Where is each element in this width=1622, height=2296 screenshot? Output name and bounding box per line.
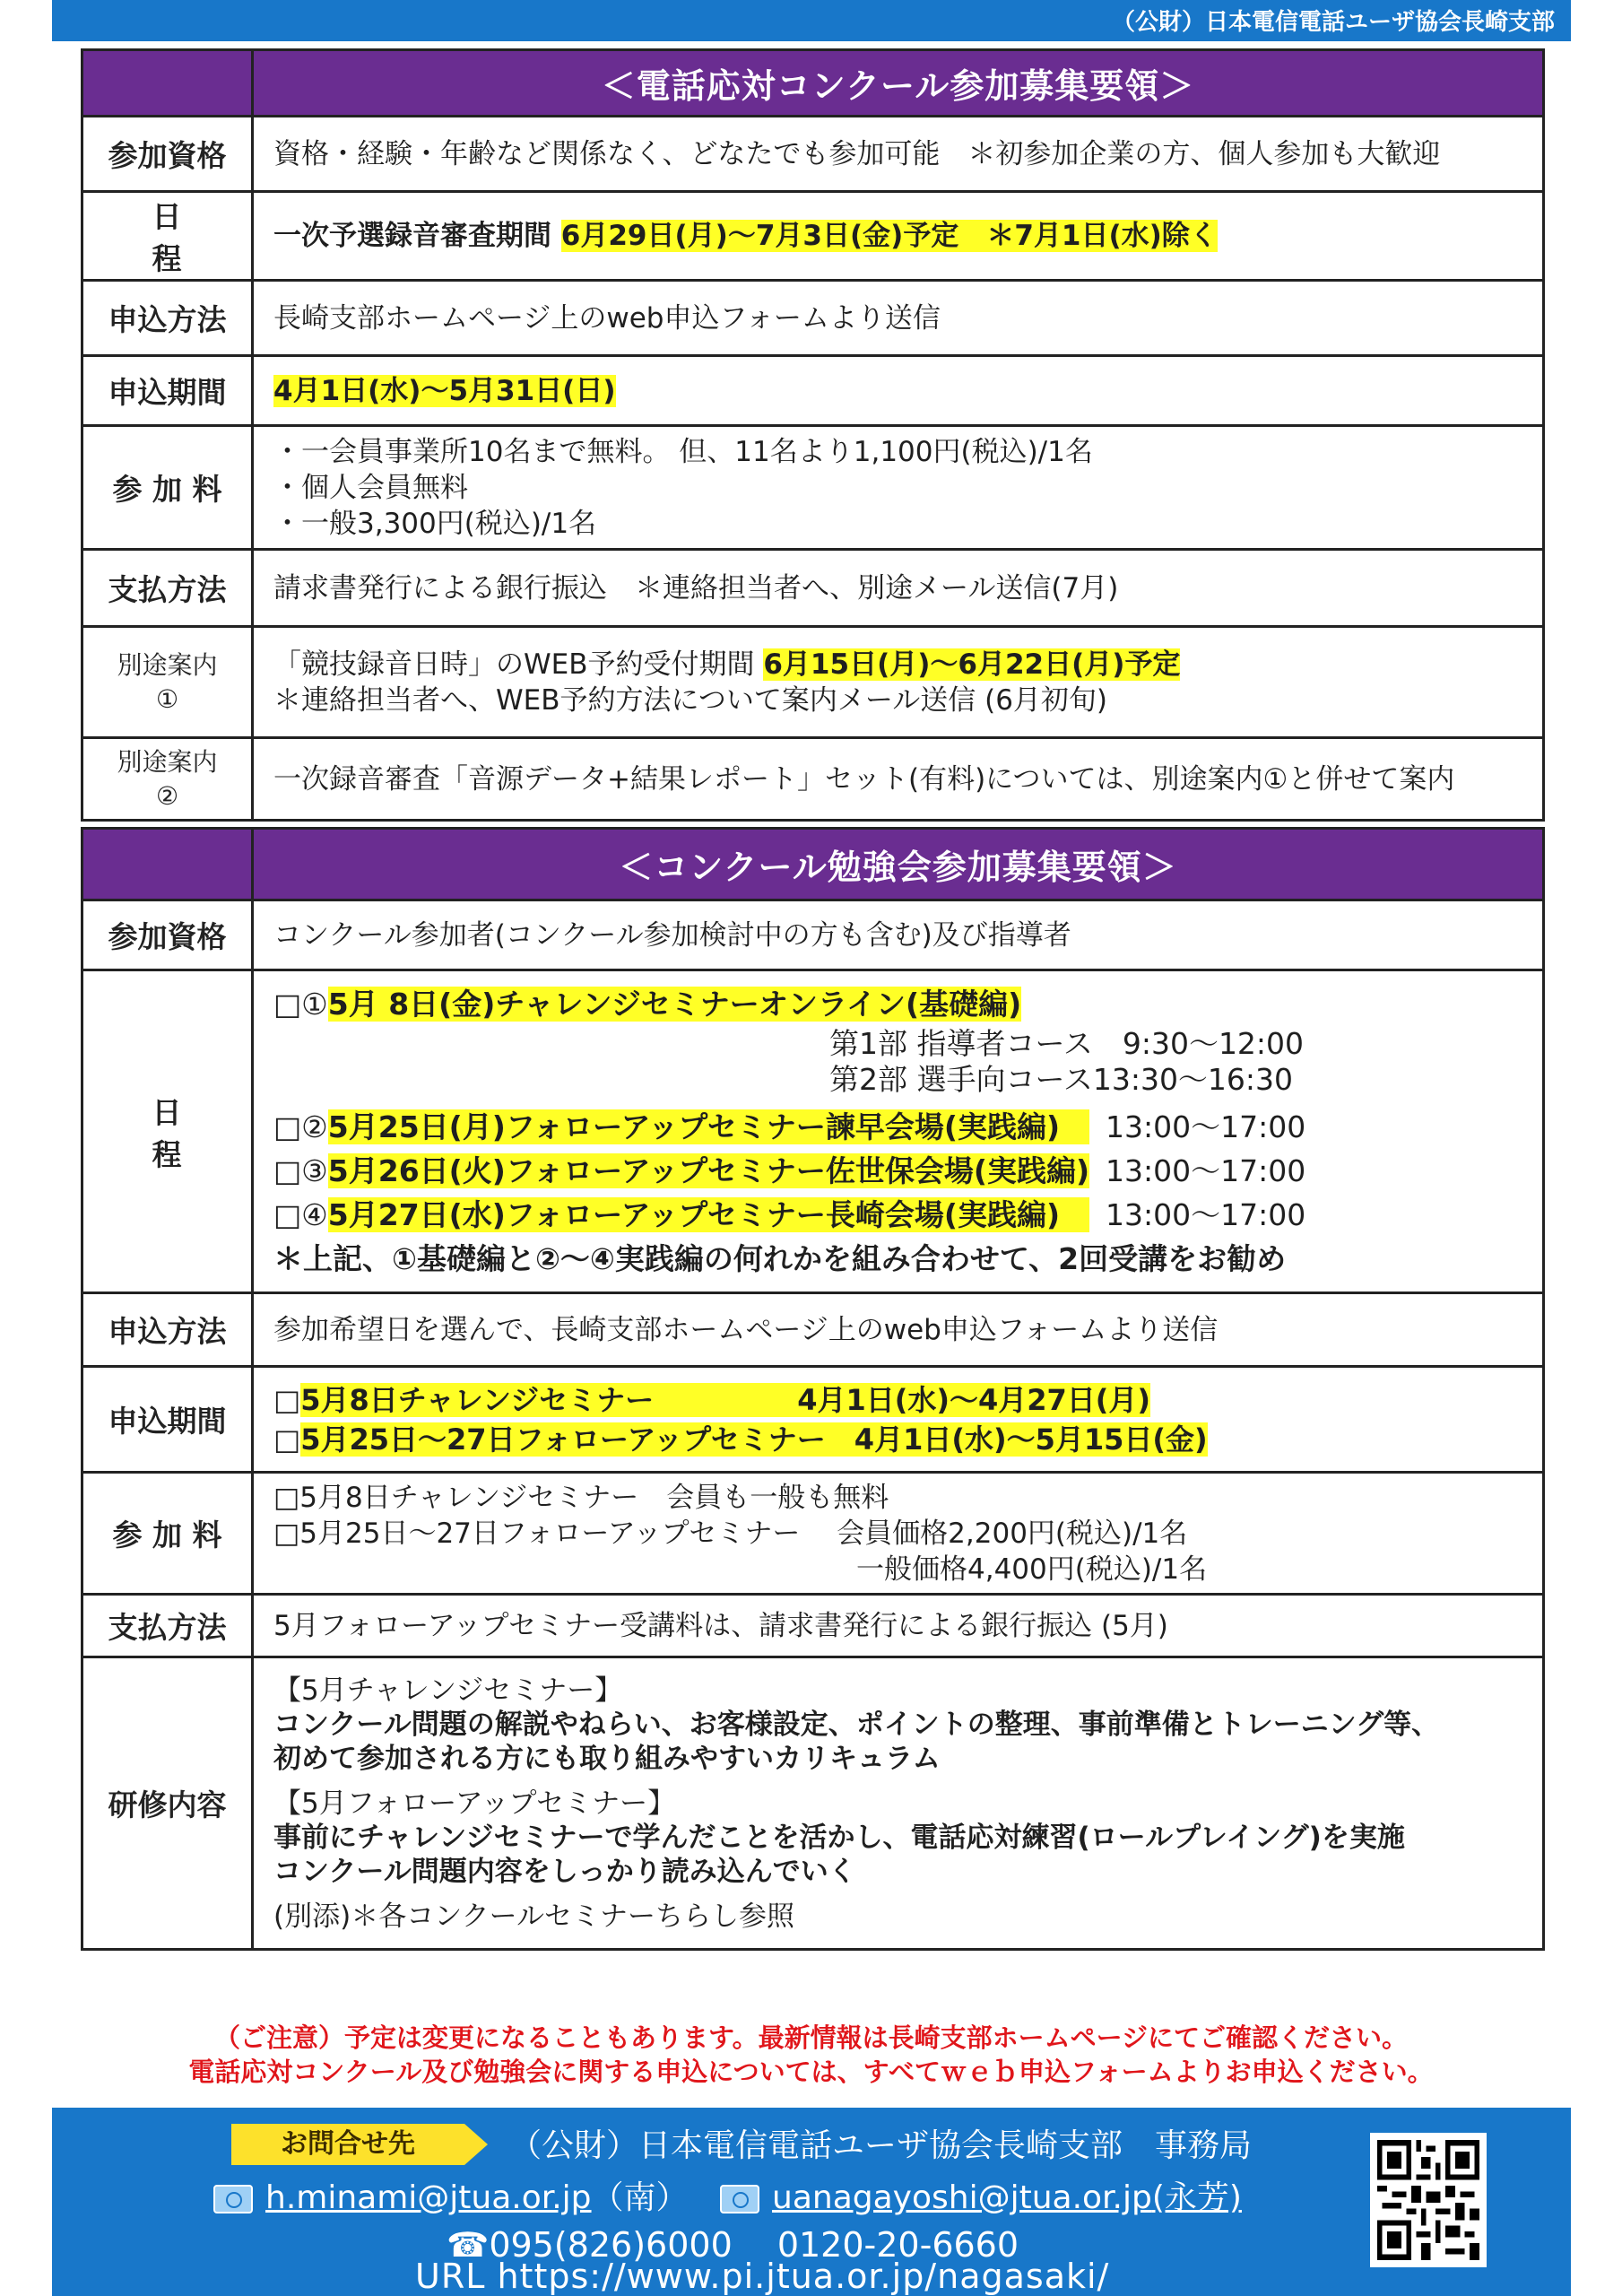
fee-line3: 一般価格4,400円(税込)/1名 <box>856 1552 1208 1586</box>
contact-org: （公財）日本電信電話ユーザ協会長崎支部 事務局 <box>509 2127 1253 2164</box>
fee-line2: □5月25日～27日フォローアップセミナー 会員価格2,200円(税込)/1名 <box>273 1517 1188 1550</box>
header-org-bar: （公財）日本電信電話ユーザ協会長崎支部 <box>52 0 1571 41</box>
study-table <box>81 827 1545 1951</box>
apply-period-box: □ <box>273 1422 301 1457</box>
content-text2b: コンクール問題内容をしっかり読み込んでいく <box>273 1855 856 1888</box>
study-schedule <box>253 970 1544 1293</box>
contact-tag: お問合せ先 <box>231 2124 464 2165</box>
contact-url[interactable]: URL https://www.pi.jtua.or.jp/nagasaki/ <box>415 2257 1110 2296</box>
schedule-item2-time: 13:00～17:00 <box>1106 1109 1306 1144</box>
study-table-title: ＜コンクール勉強会参加募集要領＞ <box>253 829 1544 900</box>
schedule-item-prefix: □② <box>273 1109 328 1144</box>
label-fee: 参 加 料 <box>82 426 253 550</box>
contest-apply-period <box>253 356 1544 426</box>
notice-line1: （ご注意）予定は変更になることもあります。最新情報は長崎支部ホームページにてご確認ください。 <box>213 2022 1409 2053</box>
label-note1-text: 別途案内 <box>117 649 218 680</box>
contest-schedule <box>253 192 1544 281</box>
contact-phone: ☎095(826)6000 0120-20-6660 <box>447 2225 1019 2265</box>
content-heading1: 【5月チャレンジセミナー】 <box>273 1674 623 1707</box>
label-apply-method: 申込方法 <box>82 1293 253 1367</box>
note1-prefix: 「競技録音日時」のWEB予約受付期間 <box>273 648 764 681</box>
contact-emails <box>213 2172 1242 2218</box>
label-apply-period: 申込期間 <box>82 1367 253 1473</box>
apply-period-dates: 4月1日(水)～5月31日(日) <box>273 374 616 407</box>
study-fee <box>253 1473 1544 1595</box>
label-note2 <box>82 738 253 821</box>
study-payment: 5月フォローアップセミナー受講料は、請求書発行による銀行振込 (5月) <box>253 1595 1544 1657</box>
content-text1b: 初めて参加される方にも取り組みやすいカリキュラム <box>273 1742 941 1775</box>
contest-note1 <box>253 627 1544 738</box>
mail-icon <box>720 2185 759 2213</box>
schedule-item3: 5月26日(火)フォローアップセミナー佐世保会場(実践編) <box>327 1153 1090 1188</box>
apply-period-box: □ <box>273 1382 301 1417</box>
contest-qualification: 資格・経験・年齢など関係なく、どなたでも参加可能 ＊初参加企業の方、個人参加も大歓迎 <box>253 117 1544 192</box>
fee-line1: □5月8日チャレンジセミナー 会員も一般も無料 <box>273 1481 889 1514</box>
mail-icon <box>213 2185 253 2213</box>
schedule-item2: 5月25日(月)フォローアップセミナー諫早会場(実践編) <box>327 1109 1090 1144</box>
study-qualification: コンクール参加者(コンクール参加検討中の方も含む)及び指導者 <box>253 900 1544 970</box>
contest-table-title: ＜電話応対コンクール参加募集要領＞ <box>253 50 1544 117</box>
fee-line: ・個人会員無料 <box>273 471 468 504</box>
schedule-item-prefix: □③ <box>273 1153 328 1188</box>
email-link-minami[interactable]: h.minami@jtua.or.jp <box>265 2179 592 2216</box>
table-corner <box>82 50 253 117</box>
contest-table <box>81 48 1545 822</box>
email-name-nagayoshi: (永芳) <box>1151 2179 1242 2216</box>
notice-line2: 電話応対コンクール及び勉強会に関する申込については、すべてｗｅｂ申込フォームよりお申込ください。 <box>188 2057 1434 2087</box>
label-payment: 支払方法 <box>82 550 253 627</box>
schedule-item4-time: 13:00～17:00 <box>1106 1197 1306 1232</box>
email-name-minami: （南） <box>591 2179 689 2216</box>
note1-line2: ＊連絡担当者へ、WEB予約方法について案内メール送信 (6月初旬) <box>273 683 1108 717</box>
label-qualification: 参加資格 <box>82 900 253 970</box>
contest-fee <box>253 426 1544 550</box>
label-apply-method: 申込方法 <box>82 281 253 356</box>
fee-line: ・一般3,300円(税込)/1名 <box>273 507 597 540</box>
schedule-note: ＊上記、①基礎編と②～④実践編の何れかを組み合わせて、2回受講をお勧め <box>273 1241 1287 1276</box>
table-corner <box>82 829 253 900</box>
label-schedule: 日 程 <box>82 192 253 281</box>
fee-line: ・一会員事業所10名まで無料。 但、11名より1,100円(税込)/1名 <box>273 435 1093 468</box>
schedule-item3-time: 13:00～17:00 <box>1106 1153 1306 1188</box>
schedule-item1: 5月 8日(金)チャレンジセミナーオンライン(基礎編) <box>327 987 1022 1022</box>
contest-note2: 一次録音審査「音源データ+結果レポート」セット(有料)については、別途案内①と併せて案内 <box>253 738 1544 821</box>
apply-period-line2: 5月25日～27日フォローアップセミナー 4月1日(水)～5月15日(金) <box>300 1422 1208 1457</box>
contact-footer <box>52 2108 1571 2296</box>
label-fee: 参 加 料 <box>82 1473 253 1595</box>
content-text3: (別添)＊各コンクールセミナーちらし参照 <box>273 1900 794 1933</box>
schedule-prefix: 一次予選録音審査期間 <box>273 220 561 252</box>
qr-code-icon <box>1370 2133 1487 2267</box>
label-note2-text: 別途案内 <box>117 746 218 777</box>
study-apply-method: 参加希望日を選んで、長崎支部ホームページ上のweb申込フォームより送信 <box>253 1293 1544 1367</box>
email-link-nagayoshi[interactable]: uanagayoshi@jtua.or.jp <box>772 2179 1152 2216</box>
schedule-item1-sub1: 第1部 指導者コース 9:30～12:00 <box>829 1026 1305 1061</box>
label-schedule: 日 程 <box>82 970 253 1293</box>
study-apply-period <box>253 1367 1544 1473</box>
label-payment: 支払方法 <box>82 1595 253 1657</box>
schedule-item-prefix: □① <box>273 987 328 1022</box>
label-qualification: 参加資格 <box>82 117 253 192</box>
content-text1a: コンクール問題の解説やねらい、お客様設定、ポイントの整理、事前準備とトレーニング等、 <box>273 1708 1440 1741</box>
schedule-item4: 5月27日(水)フォローアップセミナー長崎会場(実践編) <box>327 1197 1090 1232</box>
contest-apply-method: 長崎支部ホームページ上のweb申込フォームより送信 <box>253 281 1544 356</box>
schedule-item-prefix: □④ <box>273 1197 328 1232</box>
study-content <box>253 1657 1544 1950</box>
label-content: 研修内容 <box>82 1657 253 1950</box>
contest-payment: 請求書発行による銀行振込 ＊連絡担当者へ、別途メール送信(7月) <box>253 550 1544 627</box>
content-heading2: 【5月フォローアップセミナー】 <box>273 1787 676 1820</box>
label-apply-period: 申込期間 <box>82 356 253 426</box>
label-note1 <box>82 627 253 738</box>
apply-period-line1: 5月8日チャレンジセミナー 4月1日(水)～4月27日(月) <box>300 1382 1151 1417</box>
schedule-item1-sub2: 第2部 選手向コース13:30～16:30 <box>829 1062 1294 1097</box>
note1-dates: 6月15日(月)～6月22日(月)予定 <box>763 648 1181 681</box>
schedule-dates: 6月29日(月)～7月3日(金)予定 ＊7月1日(水)除く <box>560 220 1218 252</box>
content-text2a: 事前にチャレンジセミナーで学んだことを活かし、電話応対練習(ロールプレイング)を実施 <box>273 1821 1405 1854</box>
label-note2-num: ② <box>155 780 179 811</box>
label-note1-num: ① <box>155 683 179 714</box>
